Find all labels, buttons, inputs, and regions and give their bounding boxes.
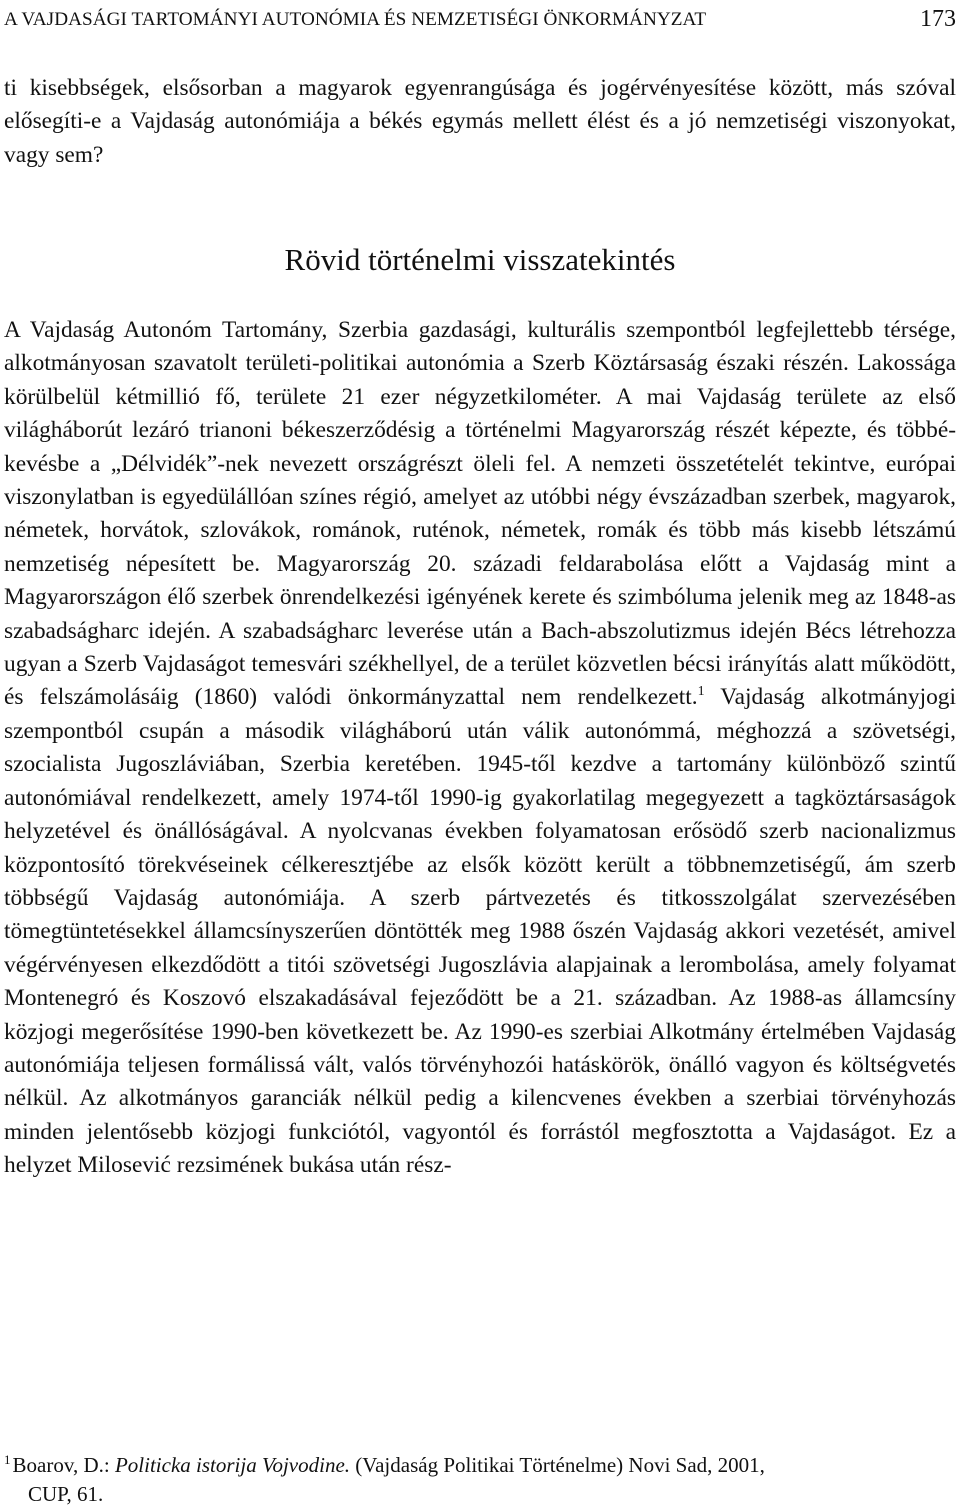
footnote-publication-continued: CUP, 61.	[28, 1482, 104, 1506]
main-paragraph-part2: Vajdaság alkotmányjogi szempontból csupán a második világháború után válik autonómmá, méghozzá a szövetségi, szocialista Jugoszláviában, Szerbia keretében. 1945-től kezdve a tartomány különböző szintű autonómiával rendelkezett, amely 1974-től 1990-ig gyakorlatilag megegyezett a tagköztársaságok helyzetével és önállóságával. A nyolcvanas években folyamatosan erősödő szerb nacionalizmus központosító törekvéseinek célkeresztjébe az elsők között került a többnemzetiségű, ám szerb többségű Vajdaság autonómiája. A szerb pártvezetés és titkosszolgálat szervezésében tömegtüntetésekkel államcsínyszerűen döntötték meg 1988 őszén Vajdaság akkori vezetését, amivel végérvényesen elkezdődött a titói szövetségi Jugoszlávia alapjainak a lerombolása, amely folyamat Montenegró és Koszovó elszakadásával fejeződött be a 21. században. Az 1988-as államcsíny közjogi megerősítése 1990-ben következett be. Az 1990-es szerbiai Alkotmány értelmében Vajdaság autonómiája teljesen formálissá vált, valós törvényhozói hatáskörök, önálló vagyon és költségvetés nélkül. Az alkotmányos garanciák nélkül pedig a kilencvenes években a szerbiai törvényhozás minden jelentősebb közjogi funkciótól, vagyontól és forrástól megfosztotta a Vajdaságot. Ez a helyzet Milosević rezsimének bukása után rész-	[4, 684, 956, 1179]
footnote-author: Boarov, D.:	[12, 1453, 115, 1477]
footnote-number: 1	[4, 1452, 11, 1467]
main-paragraph-part1: A Vajdaság Autonóm Tartomány, Szerbia gazdasági, kulturális szempontból legfejlettebb térsége, alkotmányosan szavatolt területi-politikai autonómia a Szerb Köztársaság északi részén. Lakossága körülbelül kétmillió fő, területe 21 ezer négyzetkilométer. A mai Vajdaság területe az első világháborút lezáró trianoni békeszerződésig a történelmi Magyarország részét képezte, és többé-kevésbe a „Délvidék”-nek nevezett országrészt öleli fel. A nemzeti összetételét tekintve, európai viszonylatban is egyedülállóan színes régió, amelyet az utóbbi négy évszázadban szerbek, magyarok, németek, horvátok, szlovákok, románok, ruténok, németek, romák és több más kisebb létszámú nemzetiség népesített be. Magyarország 20. századi feldarabolása előtt a Vajdaság mint a Magyarországon élő szerbek önrendelkezési igényének kerete és szimbóluma jelenik meg az 1848-as szabadságharc idején. A szabadságharc leverése után a Bach-abszolutizmus idején Bécs létrehozza ugyan a Szerb Vajdaságot temesvári székhellyel, de a terület közvetlen bécsi irányítás alatt működött, és felszámolásáig (1860) valódi önkormányzattal nem rendelkezett.	[4, 317, 956, 711]
footnote-title: Politicka istorija Vojvodine.	[114, 1453, 351, 1477]
main-paragraph	[4, 314, 956, 1183]
page-number: 173	[920, 6, 956, 32]
running-header	[4, 6, 956, 36]
footnote-reference[interactable]: 1	[697, 684, 705, 700]
footnote-publication: (Vajdaság Politikai Történelme) Novi Sad, 2001,	[350, 1453, 765, 1477]
intro-paragraph: ti kisebbségek, elsősorban a magyarok egyenrangúsága és jogérvényesítése között, más szóval elősegíti-e a Vajdaság autonómiája a békés egymás mellett élést és a jó nemzetiségi viszonyokat, vagy sem?	[4, 75, 956, 168]
running-title: A VAJDASÁGI TARTOMÁNYI AUTONÓMIA ÉS NEMZETISÉGI ÖNKORMÁNYZAT	[4, 9, 707, 30]
footnote	[4, 1451, 956, 1509]
section-heading: Rövid történelmi visszatekintés	[284, 242, 676, 277]
